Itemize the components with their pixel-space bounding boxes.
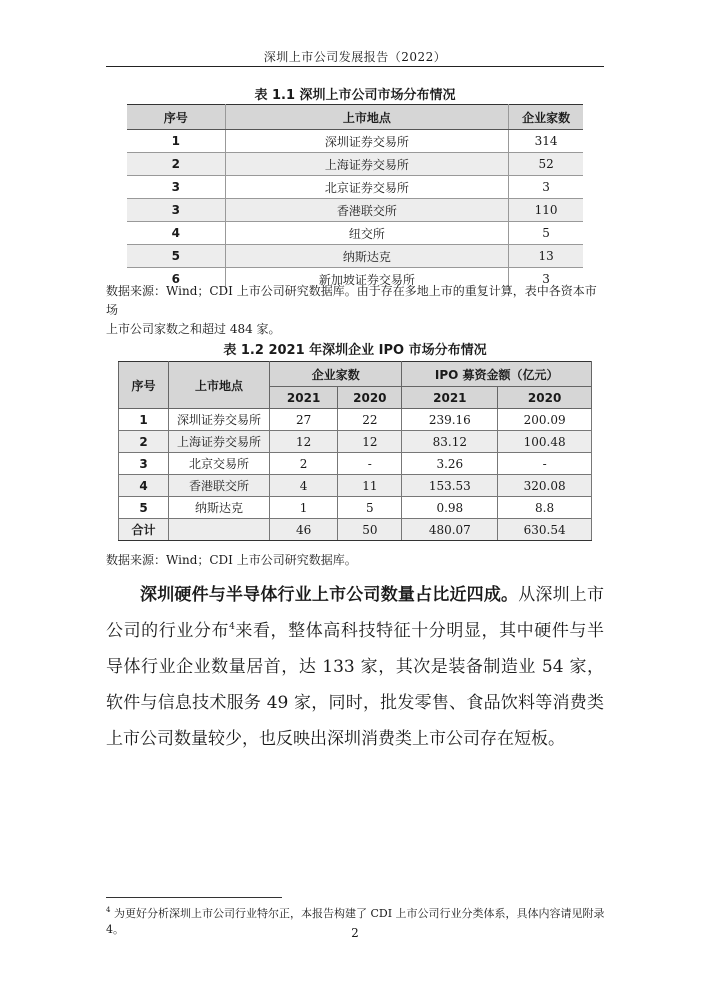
table-cell: 深圳证券交易所 <box>169 409 270 431</box>
table-row <box>119 453 592 475</box>
table-cell: 0.98 <box>402 497 498 519</box>
table1-header-index: 序号 <box>127 105 225 130</box>
table-cell: 纽交所 <box>225 222 509 245</box>
table1-caption: 表 1.1 深圳上市公司市场分布情况 <box>254 88 456 103</box>
table-cell: 314 <box>509 130 583 153</box>
table-cell: 8.8 <box>498 497 592 519</box>
table-cell: 3 <box>127 176 225 199</box>
table-cell: 北京证券交易所 <box>225 176 509 199</box>
table-cell: 3.26 <box>402 453 498 475</box>
table-cell: 5 <box>127 245 225 268</box>
table-cell: 3 <box>542 272 550 286</box>
page-number: 2 <box>351 926 359 940</box>
table-cell: 100.48 <box>498 431 592 453</box>
table-cell: 北京交易所 <box>169 453 270 475</box>
table-row <box>119 409 592 431</box>
table2-source-note: 数据来源：Wind；CDI 上市公司研究数据库。 <box>106 553 357 567</box>
table-cell: 2 <box>270 453 338 475</box>
table-cell: 3 <box>127 199 225 222</box>
table2-header-year: 2021 <box>402 387 498 409</box>
table2-header-year: 2020 <box>498 387 592 409</box>
table1 <box>127 104 583 290</box>
table-row <box>127 199 583 222</box>
footnote-mark: 4 <box>106 906 111 914</box>
table2-header-venue: 上市地点 <box>169 362 270 409</box>
table-cell: 5 <box>509 222 583 245</box>
table-total-row <box>119 519 592 541</box>
table-cell: 5 <box>338 497 402 519</box>
table-cell: 2 <box>127 153 225 176</box>
table-cell: 12 <box>270 431 338 453</box>
table-cell: 3 <box>119 453 169 475</box>
table-row <box>127 153 583 176</box>
table-cell: 6 <box>127 268 225 291</box>
paragraph-text: 来看，整体高科技特征十分明显，其中硬件与半导体行业企业数量居首，达 133 家，其次是装备制造业 54 家，软件与信息技术服务 49 家，同时，批发零售、食品饮料等消费类上市公司数量较少，也反映出深圳消费类上市公司存在短板。 <box>106 621 605 749</box>
table-cell: 320.08 <box>498 475 592 497</box>
table-cell: 1 <box>127 130 225 153</box>
table1-source-note <box>106 282 604 339</box>
body-paragraph <box>106 577 604 757</box>
table-cell: 纳斯达克 <box>169 497 270 519</box>
table-cell: 110 <box>509 199 583 222</box>
header-rule <box>106 66 604 67</box>
table1-source-line: 数据来源：Wind；CDI 上市公司研究数据库。由于存在多地上市的重复计算，表中各资本市场 <box>106 284 597 317</box>
footnote-reference: 4 <box>229 622 235 632</box>
table-cell: 200.09 <box>498 409 592 431</box>
table2-caption: 表 1.2 2021 年深圳企业 IPO 市场分布情况 <box>223 343 487 358</box>
table1-header-venue: 上市地点 <box>225 105 509 130</box>
table-cell: 2 <box>119 431 169 453</box>
table2-header-amount-group: IPO 募资金额（亿元） <box>402 362 592 387</box>
table-cell: 630.54 <box>498 519 592 541</box>
paragraph-lead: 深圳硬件与半导体行业上市公司数量占比近四成。 <box>140 585 519 605</box>
table-cell: 深圳证券交易所 <box>225 130 509 153</box>
table-cell: 153.53 <box>402 475 498 497</box>
table-row <box>119 475 592 497</box>
paragraph-text: 从深圳上市公司的行业分布 <box>106 585 605 641</box>
table-row <box>127 176 583 199</box>
running-header: 深圳上市公司发展报告（2022） <box>263 50 447 64</box>
table-cell: 上海证券交易所 <box>169 431 270 453</box>
table-row <box>127 222 583 245</box>
table-cell: 22 <box>338 409 402 431</box>
table1-source-line: 上市公司家数之和超过 484 家。 <box>106 322 281 336</box>
table-cell: - <box>338 453 402 475</box>
table-cell: 239.16 <box>402 409 498 431</box>
table-cell: 52 <box>509 153 583 176</box>
table-cell: 46 <box>270 519 338 541</box>
table-cell: 上海证券交易所 <box>225 153 509 176</box>
table-cell: 香港联交所 <box>225 199 509 222</box>
table-cell: 纳斯达克 <box>225 245 509 268</box>
table-cell: 合计 <box>119 519 169 541</box>
table-row <box>119 431 592 453</box>
table-cell: 香港联交所 <box>169 475 270 497</box>
table-cell: 11 <box>338 475 402 497</box>
table-cell: 4 <box>270 475 338 497</box>
table-row <box>127 130 583 153</box>
table-cell: 50 <box>338 519 402 541</box>
table-cell: 13 <box>509 245 583 268</box>
table-cell: 4 <box>119 475 169 497</box>
table2 <box>118 361 592 541</box>
table-cell: 83.12 <box>402 431 498 453</box>
table1-header-count: 企业家数 <box>509 105 583 130</box>
table2-header-count-group: 企业家数 <box>270 362 402 387</box>
table-cell: 1 <box>270 497 338 519</box>
table-row <box>127 245 583 268</box>
table-cell: 4 <box>127 222 225 245</box>
table-cell: 5 <box>119 497 169 519</box>
table-cell: 新加坡证券交易所 <box>225 268 509 291</box>
footnote-text: 为更好分析深圳上市公司行业特尔正，本报告构建了 CDI 上市公司行业分类体系，具体内容请见附录 4。 <box>106 907 605 936</box>
table2-header-year: 2021 <box>270 387 338 409</box>
footnote-rule <box>106 897 282 898</box>
table-cell: 1 <box>119 409 169 431</box>
table2-header-index: 序号 <box>119 362 169 409</box>
table2-header-year: 2020 <box>338 387 402 409</box>
table-cell <box>169 519 270 541</box>
table-cell: 480.07 <box>402 519 498 541</box>
table-row <box>119 497 592 519</box>
table-cell: - <box>498 453 592 475</box>
table-cell: 12 <box>338 431 402 453</box>
table-cell: 27 <box>270 409 338 431</box>
table-cell: 3 <box>509 176 583 199</box>
